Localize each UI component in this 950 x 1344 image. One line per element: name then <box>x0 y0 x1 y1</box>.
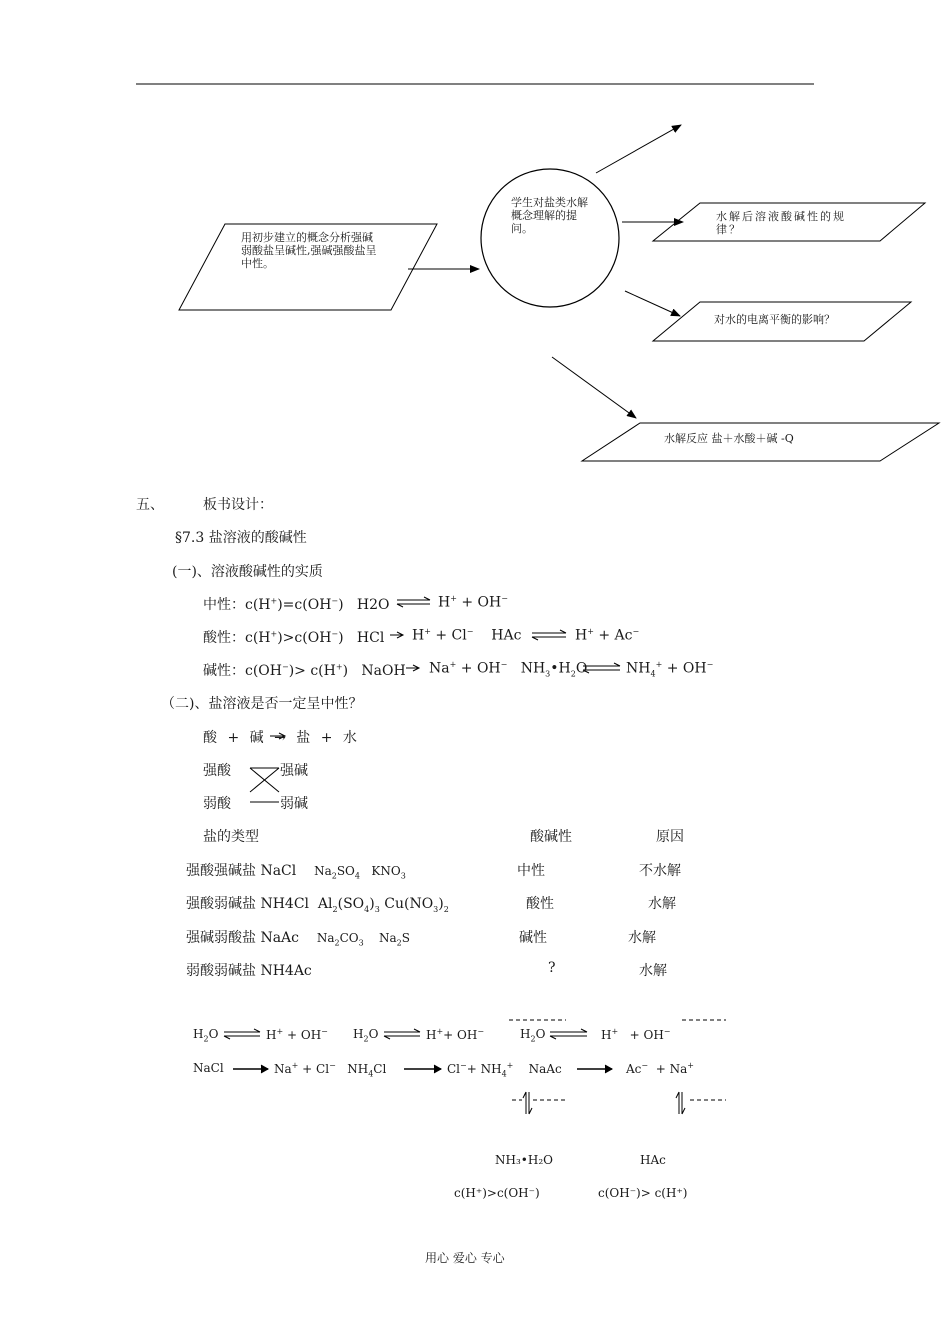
eq-naac-ions: Ac− + Na+ <box>626 1061 694 1076</box>
eq-water-3-ions: H+ + OH− <box>601 1027 671 1042</box>
weak-acid: 弱酸 <box>203 796 231 812</box>
circle-shape <box>481 169 619 307</box>
reaction-line: 酸 + 碱 → 盐 + 水 <box>203 730 357 746</box>
table-row: 强碱弱酸盐 NaAc $Na_2CO_3$ $Na_2S$ <box>186 930 410 948</box>
row-props: 中性 <box>517 863 545 879</box>
strong-base: 强碱 <box>280 763 308 779</box>
row-reason: 水解 <box>639 963 667 979</box>
row-props: 碱性 <box>519 930 547 946</box>
base-line: 碱性：c(OH−)> c(H+) NaOH <box>203 662 406 679</box>
row-type: 弱酸弱碱盐 NH4Ac <box>186 963 312 979</box>
row-props: ? <box>548 960 556 976</box>
row-props: 酸性 <box>526 896 554 912</box>
neutral-label: 中性：c(H <box>203 597 271 613</box>
eq-water-2: $H_2O$ <box>353 1027 379 1044</box>
effect-box-text: 对水的电离平衡的影响？ <box>714 313 835 326</box>
part1-title: (一)、溶液酸碱性的实质 <box>172 564 323 580</box>
acid-label: 酸性：c(H <box>203 630 271 646</box>
row-reason: 水解 <box>648 896 676 912</box>
hac-ions: H+ + Ac− <box>575 627 640 644</box>
acid-line: 酸性：c(H+)>c(OH−) HCl <box>203 629 385 646</box>
table-header-reason: 原因 <box>656 829 684 845</box>
weak-base: 弱碱 <box>280 796 308 812</box>
arrow-to-effect <box>625 291 680 316</box>
arrow-to-reaction <box>552 357 636 418</box>
base-ions: Na+ + OH− $NH_3•H_2O$ <box>429 660 588 679</box>
left-box-text: 用初步建立的概念分析强碱弱酸盐呈碱性,强碱强酸盐呈中性。 <box>241 231 377 270</box>
neutral-rest: )=c(OH <box>277 597 332 613</box>
table-row: 强酸弱碱盐 NH4Cl $Al_2(SO_4)_3$ $Cu(NO_3)_2$ <box>186 896 449 914</box>
page-footer: 用心 爱心 专心 <box>425 1251 505 1265</box>
cond-base: c(OH⁻)> c(H⁺) <box>598 1186 688 1200</box>
row-reason: 不水解 <box>639 863 681 879</box>
acid-ions: H+ + Cl− HAc <box>412 627 522 644</box>
row-type: 强酸强碱盐 NaCl <box>186 863 297 879</box>
section-number: 五、 <box>136 497 164 513</box>
nh3h2o-label: NH₃•H₂O <box>495 1153 553 1167</box>
neutral-line: 中性：c(H+)=c(OH−) H2O <box>203 596 390 613</box>
eq-water-3: $H_2O$ <box>520 1027 546 1044</box>
table-header-props: 酸碱性 <box>530 829 572 845</box>
eq-nacl-ions: Na+ + Cl− $NH_4Cl$ <box>274 1061 387 1079</box>
eq-water-1: $H_2O$ <box>193 1027 219 1044</box>
eq-water-1-ions: H+ + OH− <box>266 1027 328 1042</box>
section-subtitle: §7.3 盐溶液的酸碱性 <box>175 530 307 546</box>
table-row: 强酸强碱盐 NaCl $Na_2SO_4$ $KNO_3$ <box>186 863 406 881</box>
row-reason: 水解 <box>628 930 656 946</box>
reaction-box-text: 水解反应 盐＋水酸＋碱 -Q <box>664 432 794 445</box>
rule-box-text: 水解后溶液酸碱性的规律？ <box>716 210 846 236</box>
circle-text: 学生对盐类水解概念理解的提问。 <box>511 196 588 235</box>
table-row <box>186 960 312 980</box>
table-header-type: 盐的类型 <box>203 829 259 845</box>
cond-acid: c(H⁺)>c(OH⁻) <box>454 1186 540 1200</box>
neutral-ions: H+ + OH− <box>438 594 508 611</box>
hac-label: HAc <box>640 1153 666 1167</box>
row-type: 强酸弱碱盐 NH4Cl <box>186 896 310 912</box>
part2-title: （二)、盐溶液是否一定呈中性？ <box>161 696 363 712</box>
row-type: 强碱弱酸盐 NaAc <box>186 930 299 946</box>
eq-nh4cl-ions: $Cl^-+ NH_4^+$ NaAc <box>447 1061 562 1079</box>
nh3-ions: $NH_4^+ + OH^-$ <box>626 660 714 679</box>
eq-nacl: NaCl <box>193 1061 224 1075</box>
section-title: 板书设计： <box>203 497 273 513</box>
base-label: 碱性：c(OH <box>203 663 282 679</box>
eq-water-2-ions: H++ OH− <box>426 1027 485 1042</box>
arrow-up <box>596 125 681 173</box>
strong-acid: 强酸 <box>203 763 231 779</box>
